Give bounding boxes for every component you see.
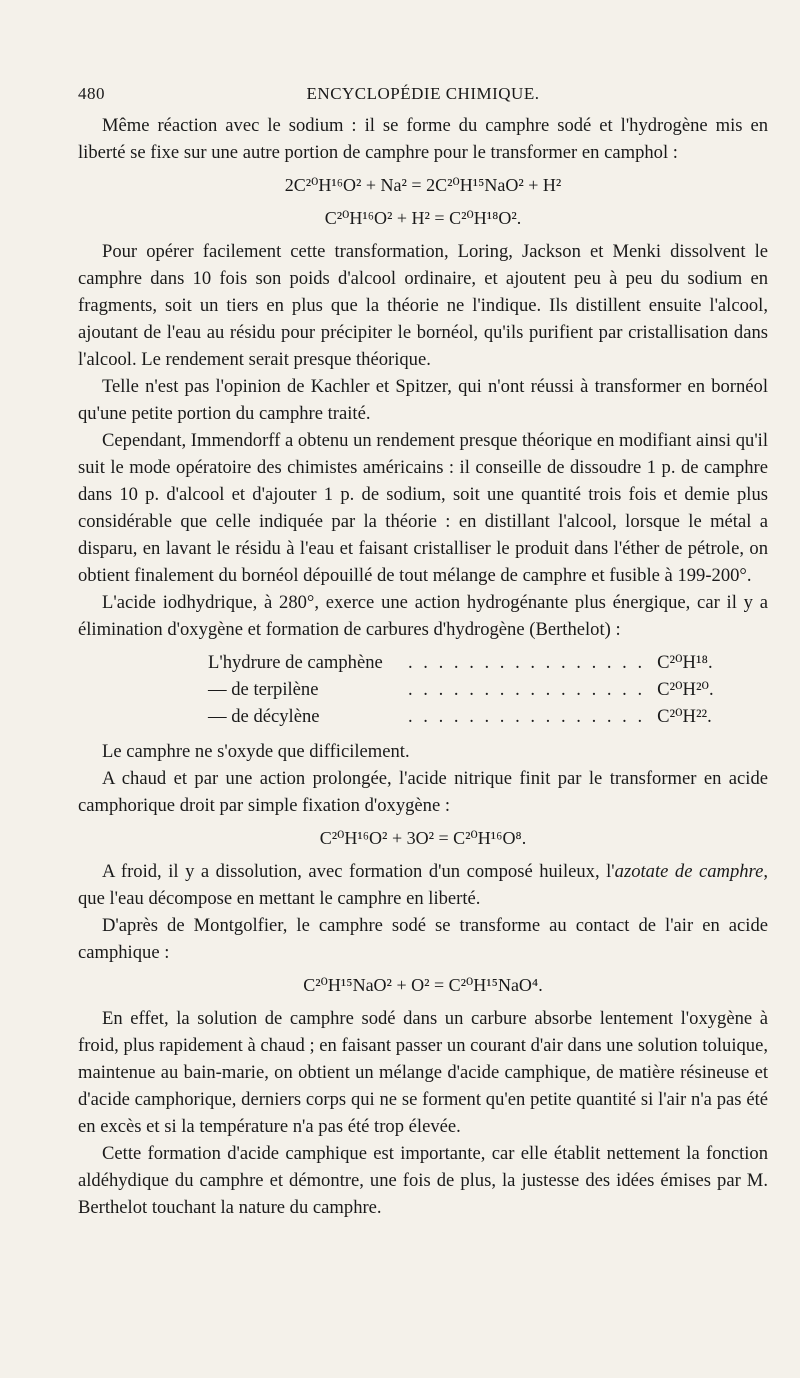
page-number: 480 (78, 84, 105, 103)
paragraph-loring: Pour opérer facilement cette transformation, Loring, Jackson et Menki dissolvent le camphre dans 10 fois son poids d'alcool ordinaire, et ajoutent peu à peu du sodium en fragments, soit un tiers en plus que la théorie ne l'indique. Ils distillent ensuite l'alcool, ajoutant de l'eau au résidu pour précipiter le bornéol, qu'ils purifient par cristallisation dans l'alcool. Le rendement serait presque théorique. (78, 241, 768, 370)
list-item (78, 649, 768, 676)
leader-dots: . . . . . . . . . . . . . . . . (408, 652, 646, 673)
list-item-label: — de terpilène (208, 679, 319, 700)
azotate-text-after: , que l'eau décompose en mettant le camphre en liberté. (78, 861, 768, 909)
leader-dots: . . . . . . . . . . . . . . . . (408, 679, 646, 700)
paragraph-oxyde: Le camphre ne s'oxyde que difficilement. (102, 741, 410, 762)
equation-1: 2C²⁰H¹⁶O² + Na² = 2C²⁰H¹⁵NaO² + H² (284, 175, 562, 195)
list-item-formula: C²⁰H²⁰. (657, 679, 714, 700)
paragraph-nitrique: A chaud et par une action prolongée, l'acide nitrique finit par le transformer en acide camphorique droit par simple fixation d'oxygène : (78, 768, 768, 816)
equation-2: C²⁰H¹⁶O² + H² = C²⁰H¹⁸O². (324, 208, 522, 228)
paragraph-iodhydrique: L'acide iodhydrique, à 280°, exerce une action hydrogénante plus énergique, car il y a élimination d'oxygène et formation de carbures d'hydrogène (Berthelot) : (78, 592, 768, 640)
leader-dots: . . . . . . . . . . . . . . . . (408, 706, 646, 727)
list-item-formula: C²⁰H²². (657, 706, 712, 727)
equation-3: C²⁰H¹⁶O² + 3O² = C²⁰H¹⁶O⁸. (319, 828, 527, 848)
hydrure-list (78, 649, 768, 730)
paragraph-kachler: Telle n'est pas l'opinion de Kachler et Spitzer, qui n'ont réussi à transformer en bornéol qu'une petite portion du camphre traité. (78, 376, 768, 424)
azotate-text-before: A froid, il y a dissolution, avec formation d'un composé huileux, l' (102, 861, 615, 882)
azotate-italic: azotate de camphre (614, 861, 764, 882)
list-item-formula: C²⁰H¹⁸. (657, 652, 713, 673)
paragraph-en-effet: En effet, la solution de camphre sodé dans un carbure absorbe lentement l'oxygène à froid, plus rapidement à chaud ; en faisant passer un courant d'air dans une solution toluique, maintenue au bain-marie, on obtient un mélange d'acide camphique, de matière résineuse et d'acide camphorique, derniers corps qui ne se forment qu'en petite quantité si l'air n'a pas été en excès et si la température n'a pas été trop élevée. (78, 1008, 768, 1137)
list-item-label: L'hydrure de camphène (208, 652, 383, 673)
paragraph-montgolfier: D'après de Montgolfier, le camphre sodé se transforme au contact de l'air en acide camphique : (78, 915, 768, 963)
page-header (78, 84, 768, 112)
paragraph-sodium: Même réaction avec le sodium : il se forme du camphre sodé et l'hydrogène mis en liberté se fixe sur une autre portion de camphre pour le transformer en camphol : (78, 115, 768, 163)
equation-4: C²⁰H¹⁵NaO² + O² = C²⁰H¹⁵NaO⁴. (303, 975, 543, 995)
list-item (78, 703, 768, 730)
running-title: ENCYCLOPÉDIE CHIMIQUE. (306, 84, 540, 103)
paragraph-azotate (78, 858, 768, 912)
list-item-label: — de décylène (208, 706, 320, 727)
paragraph-immendorff: Cependant, Immendorff a obtenu un rendement presque théorique en modifiant ainsi qu'il suit le mode opératoire des chimistes américains : il conseille de dissoudre 1 p. de camphre dans 10 p. d'alcool et d'ajouter 1 p. de sodium, soit une quantité trois fois et demie plus considérable que celle indiquée par la théorie : en distillant l'alcool, lorsque le métal a disparu, en lavant le résidu à l'eau et faisant cristalliser le produit dans l'éther de pétrole, on obtient finalement du bornéol dépouillé de tout mélange de camphre et fusible à 199-200°. (78, 430, 768, 586)
list-item (78, 676, 768, 703)
page (78, 84, 768, 1221)
paragraph-conclusion: Cette formation d'acide camphique est importante, car elle établit nettement la fonction aldéhydique du camphre et démontre, une fois de plus, la justesse des idées émises par M. Berthelot touchant la nature du camphre. (78, 1143, 768, 1218)
